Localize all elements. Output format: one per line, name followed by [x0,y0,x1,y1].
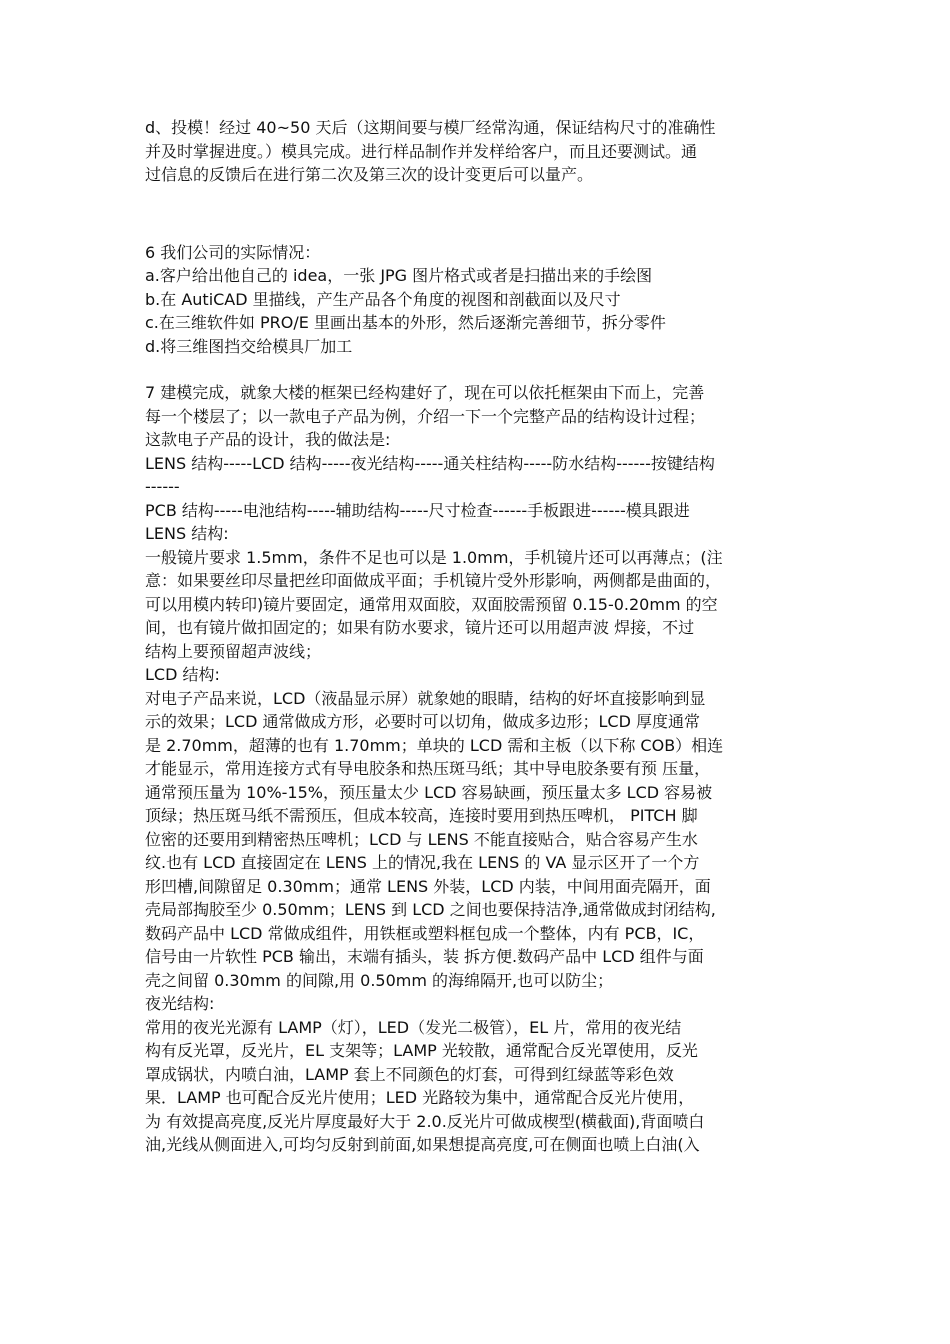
text-line: 示的效果；LCD 通常做成方形，必要时可以切角，做成多边形；LCD 厚度通常 [145,712,700,731]
subsection-heading-lcd: LCD 结构: [145,665,220,684]
text-line: 信号由一片软性 PCB 输出，末端有插头，装 拆方便.数码产品中 LCD 组件与面 [145,947,704,966]
text-line: 7 建模完成，就象大楼的框架已经构建好了，现在可以依托框架由下而上，完善 [145,383,705,402]
spacer [145,187,813,241]
list-item: d.将三维图挡交给模具厂加工 [145,336,353,356]
text-line: PCB 结构-----电池结构-----辅助结构-----尺寸检查------手板跟进------模具跟进 [145,500,690,520]
text-line: ------ [145,477,180,496]
text-line: 并及时掌握进度。）模具完成。进行样品制作并发样给客户，而且还要测试。通 [145,141,698,161]
text-line: 间，也有镜片做扣固定的；如果有防水要求，镜片还可以用超声波 焊接，不过 [145,618,695,637]
text-line: 意：如果要丝印尽量把丝印面做成平面；手机镜片受外形影响，两侧都是曲面的， [145,571,722,590]
list-item: b.在 AutiCAD 里描线，产生产品各个角度的视图和剖截面以及尺寸 [145,289,621,309]
section-heading: 6 我们公司的实际情况： [145,242,321,262]
text-line: 油,光线从侧面进入,可均匀反射到前面,如果想提高亮度,可在侧面也喷上白油(入 [145,1135,700,1154]
text-line: 位密的还要用到精密热压啤机；LCD 与 LENS 不能直接贴合，贴合容易产生水 [145,829,698,849]
text-line: 顶绿；热压斑马纸不需预压，但成本较高，连接时要用到热压啤机， PITCH 脚 [145,806,698,825]
subsection-heading-lens: LENS 结构: [145,524,229,543]
text-line: 数码产品中 LCD 常做成组件，用铁框或塑料框包成一个整体，内有 PCB，IC， [145,923,705,943]
section-6-company-situation [145,241,813,359]
text-line: 罩成锅状，内喷白油，LAMP 套上不同颜色的灯套，可得到红绿蓝等彩色效 [145,1064,674,1084]
text-line: LENS 结构-----LCD 结构-----夜光结构-----通关柱结构-----防水结构------按键结构 [145,453,715,473]
text-line: 壳局部掏胶至少 0.50mm；LENS 到 LCD 之间也要保持洁净,通常做成封闭结构, [145,900,716,919]
text-line: 可以用模内转印)镜片要固定，通常用双面胶，双面胶需预留 0.15-0.20mm 的空 [145,594,718,614]
subsection-heading-night-light: 夜光结构: [145,994,215,1013]
text-line: 壳之间留 0.30mm 的间隙,用 0.50mm 的海绵隔开,也可以防尘； [145,970,614,990]
paragraph-d-mold-release [145,116,813,187]
text-line: 为 有效提高亮度,反光片厚度最好大于 2.0.反光片可做成楔型(横截面),背面喷白 [145,1111,705,1131]
text-line: 纹.也有 LCD 直接固定在 LENS 上的情况,我在 LENS 的 VA 显示区开了一个方 [145,853,700,872]
document-body [145,116,813,1157]
text-line: 构有反光罩，反光片，EL 支架等；LAMP 光较散，通常配合反光罩使用，反光 [145,1041,698,1060]
text-line: 每一个楼层了；以一款电子产品为例，介绍一下一个完整产品的结构设计过程； [145,406,706,426]
text-line: d、投模！经过 40~50 天后（这期间要与模厂经常沟通，保证结构尺寸的准确性 [145,118,716,137]
text-line: 形凹槽,间隙留足 0.30mm；通常 LENS 外装，LCD 内装，中间用面壳隔开，面 [145,876,711,896]
text-line: 才能显示，常用连接方式有导电胶条和热压斑马纸；其中导电胶条要有预 压量， [145,759,711,778]
text-line: 果．LAMP 也可配合反光片使用；LED 光路较为集中，通常配合反光片使用， [145,1088,695,1107]
text-line: 一般镜片要求 1.5mm，条件不足也可以是 1.0mm，手机镜片还可以再薄点；(注 [145,547,723,567]
text-line: 是 2.70mm，超薄的也有 1.70mm；单块的 LCD 需和主板（以下称 COB）相连 [145,735,724,755]
section-7-structure-design [145,381,813,1157]
text-line: 结构上要预留超声波线； [145,641,322,661]
spacer [145,358,813,381]
text-line: 通常预压量为 10%-15%，预压量太少 LCD 容易缺画，预压量太多 LCD 容易被 [145,782,713,802]
list-item: c.在三维软件如 PRO/E 里画出基本的外形，然后逐渐完善细节，拆分零件 [145,313,666,332]
text-line: 对电子产品来说，LCD（液晶显示屏）就象她的眼睛，结构的好坏直接影响到显 [145,688,706,708]
text-line: 这款电子产品的设计，我的做法是: [145,430,391,449]
text-line: 过信息的反馈后在进行第二次及第三次的设计变更后可以量产。 [145,165,594,184]
text-line: 常用的夜光光源有 LAMP（灯），LED（发光二极管），EL 片，常用的夜光结 [145,1017,682,1037]
list-item: a.客户给出他自己的 idea，一张 JPG 图片格式或者是扫描出来的手绘图 [145,266,653,285]
